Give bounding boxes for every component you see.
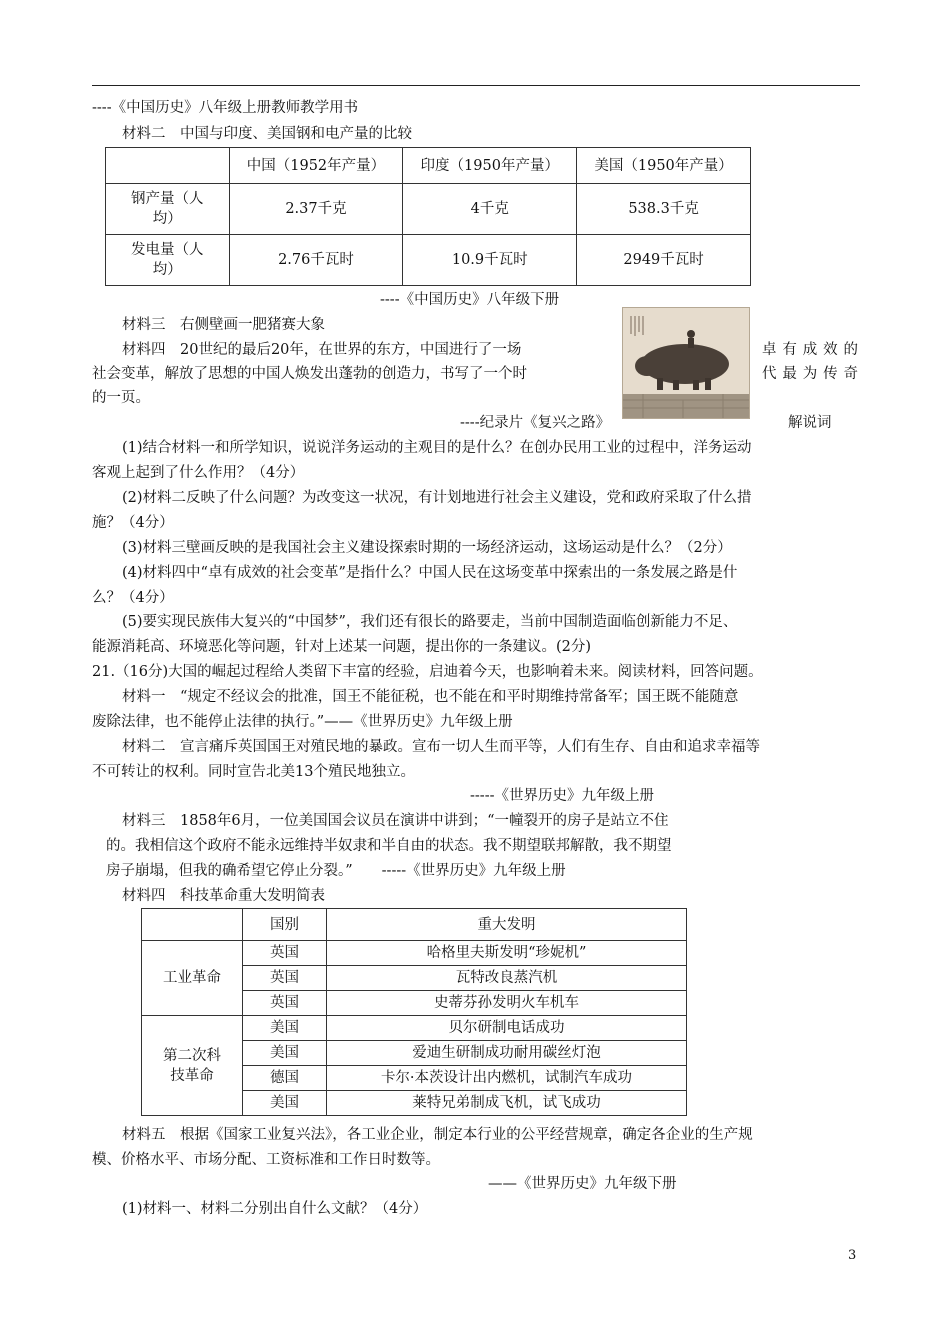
table-row — [142, 941, 687, 966]
header-rule — [92, 85, 860, 86]
question-4: 么？（4分） — [92, 590, 174, 606]
table-header: 国别 — [243, 909, 327, 941]
table-header: 印度（1950年产量） — [403, 148, 577, 184]
table-corner — [142, 909, 243, 941]
material-text-right: 代 最 为 传 奇 — [762, 366, 858, 382]
material-text: 材料三 右侧壁画一肥猪赛大象 — [122, 317, 325, 333]
row-label: 钢产量（人 均） — [106, 184, 230, 235]
table-cell: 美国 — [243, 1041, 327, 1066]
group-label: 第二次科 技革命 — [142, 1016, 243, 1116]
material-text: 材料二 宣言痛斥英国国王对殖民地的暴政。宣布一切人生而平等，人们有生存、自由和追求幸福等 — [122, 739, 760, 755]
page-number: 3 — [848, 1248, 857, 1263]
material-text-right: 卓 有 成 效 的 — [762, 342, 858, 358]
question-b1: (1)材料一、材料二分别出自什么文献？（4分） — [122, 1201, 428, 1217]
question-2: 施？（4分） — [92, 515, 174, 531]
table-cell: 瓦特改良蒸汽机 — [327, 966, 687, 991]
table-header: 中国（1952年产量） — [229, 148, 403, 184]
table-cell: 莱特兄弟制成飞机，试飞成功 — [327, 1091, 687, 1116]
material-text: 房子崩塌，但我的确希望它停止分裂。” -----《世界历史》九年级上册 — [106, 863, 566, 879]
table-header: 重大发明 — [327, 909, 687, 941]
table-cell: 538.3千克 — [577, 184, 751, 235]
source-citation: 解说词 — [788, 415, 832, 431]
material-title: 材料四 科技革命重大发明简表 — [122, 888, 325, 904]
question-21-heading: 21.（16分)大国的崛起过程给人类留下丰富的经验，启迪着今天，也影响着未来。阅读材料，回答问题。 — [92, 664, 763, 680]
source-citation: ----《中国历史》八年级上册教师教学用书 — [92, 100, 359, 116]
material-text: 废除法律，也不能停止法律的执行。”——《世界历史》九年级上册 — [92, 714, 513, 730]
table-cell: 美国 — [243, 1091, 327, 1116]
table-cell: 2.76千瓦时 — [229, 235, 403, 286]
tech-revolution-table — [141, 908, 687, 1116]
group-label: 工业革命 — [142, 941, 243, 1016]
question-1: 客观上起到了什么作用？（4分） — [92, 465, 305, 481]
question-4: (4)材料四中“卓有成效的社会变革”是指什么？中国人民在这场变革中探索出的一条发展之路是什 — [122, 565, 738, 581]
source-citation: -----《世界历史》九年级上册 — [470, 788, 654, 804]
table-cell: 10.9千瓦时 — [403, 235, 577, 286]
material-text: 材料五 根据《国家工业复兴法》，各工业企业，制定本行业的公平经营规章，确定各企业的生产规 — [122, 1127, 753, 1143]
question-2: (2)材料二反映了什么问题？为改变这一状况，有计划地进行社会主义建设，党和政府采取了什么措 — [122, 490, 752, 506]
question-1: (1)结合材料一和所学知识，说说洋务运动的主观目的是什么？在创办民用工业的过程中，洋务运动 — [122, 440, 752, 456]
table-cell: 美国 — [243, 1016, 327, 1041]
table-row — [106, 184, 751, 235]
material-text: 社会变革，解放了思想的中国人焕发出蓬勃的创造力，书写了一个时 — [92, 366, 527, 382]
fat-pig-mural-icon — [623, 308, 749, 418]
table-cell: 哈格里夫斯发明“珍妮机” — [327, 941, 687, 966]
table-cell: 英国 — [243, 991, 327, 1016]
steel-electricity-table — [105, 147, 751, 286]
table-cell: 4千克 — [403, 184, 577, 235]
table-cell: 爱迪生研制成功耐用碳丝灯泡 — [327, 1041, 687, 1066]
table-row — [106, 235, 751, 286]
question-5: (5)要实现民族伟大复兴的“中国梦”，我们还有很长的路要走，当前中国制造面临创新能力不足、 — [122, 614, 738, 630]
table-header: 美国（1950年产量） — [577, 148, 751, 184]
table-cell: 2.37千克 — [229, 184, 403, 235]
question-3: (3)材料三壁画反映的是我国社会主义建设探索时期的一场经济运动，这场运动是什么？（2分） — [122, 540, 732, 556]
table-cell: 卡尔·本茨设计出内燃机，试制汽车成功 — [327, 1066, 687, 1091]
table-row — [142, 1016, 687, 1041]
table-cell: 德国 — [243, 1066, 327, 1091]
source-citation: ——《世界历史》九年级下册 — [488, 1176, 677, 1192]
table-cell: 英国 — [243, 941, 327, 966]
material-text: 不可转让的权利。同时宣告北美13个殖民地独立。 — [92, 764, 415, 780]
material-text: 材料四 20世纪的最后20年，在世界的东方，中国进行了一场 — [122, 342, 522, 358]
table-cell: 史蒂芬孙发明火车机车 — [327, 991, 687, 1016]
material-text: 材料一 “规定不经议会的批准，国王不能征税，也不能在和平时期维持常备军；国王既不能随意 — [122, 689, 739, 705]
row-label: 发电量（人 均） — [106, 235, 230, 286]
material-text: 的。我相信这个政府不能永远维持半奴隶和半自由的状态。我不期望联邦解散，我不期望 — [106, 838, 672, 854]
table-cell: 英国 — [243, 966, 327, 991]
question-5: 能源消耗高、环境恶化等问题，针对上述某一问题，提出你的一条建议。(2分) — [92, 639, 592, 655]
mural-fat-pig-image — [622, 307, 750, 419]
material-text: 的一页。 — [92, 390, 150, 406]
source-citation: ----《中国历史》八年级下册 — [380, 292, 560, 308]
table-corner — [106, 148, 230, 184]
material-text: 材料三 1858年6月，一位美国国会议员在演讲中讲到；“一幢裂开的房子是站立不住 — [122, 813, 669, 829]
material-title: 材料二 中国与印度、美国钢和电产量的比较 — [122, 126, 412, 142]
material-text: 模、价格水平、市场分配、工资标准和工作日时数等。 — [92, 1152, 440, 1168]
source-citation: ----纪录片《复兴之路》 — [460, 415, 611, 431]
table-cell: 2949千瓦时 — [577, 235, 751, 286]
table-cell: 贝尔研制电话成功 — [327, 1016, 687, 1041]
